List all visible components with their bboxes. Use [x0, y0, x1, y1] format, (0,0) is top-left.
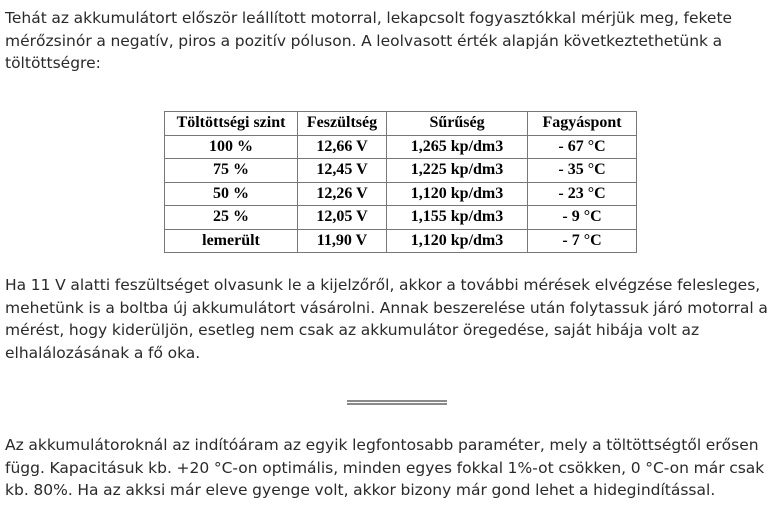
cell-voltage: 12,26 V: [298, 182, 387, 206]
cell-freezing-point: - 23 °C: [528, 182, 637, 206]
section-divider: [347, 400, 447, 405]
table-header-row: [165, 112, 637, 136]
cell-density: 1,225 kp/dm3: [387, 159, 528, 183]
cell-density: 1,120 kp/dm3: [387, 229, 528, 253]
cell-charge-level: 100 %: [165, 135, 298, 159]
cell-voltage: 12,45 V: [298, 159, 387, 183]
cell-freezing-point: - 7 °C: [528, 229, 637, 253]
intro-paragraph: Tehát az akkumulátort először leállított motorral, lekapcsolt fogyasztókkal mérjük meg, fekete mérőzsinór a negatív, piros a pozitív póluson. A leolvasott érték alapján következtethetünk a töltöttségre:: [5, 9, 733, 72]
cell-charge-level: lemerült: [165, 229, 298, 253]
cell-charge-level: 75 %: [165, 159, 298, 183]
below-11v-paragraph: Ha 11 V alatti feszültséget olvasunk le a kijelzőről, akkor a további mérések elvégzése felesleges, mehetünk is a boltba új akkumulátort vásárolni. Annak beszerelése után folytassuk járó motorral a mérést, hogy kiderüljön, esetleg nem csak az akkumulátor öregedése, saját hibája volt az elhalálozásának a fő oka.: [5, 276, 768, 362]
cell-voltage: 12,05 V: [298, 206, 387, 230]
cell-density: 1,265 kp/dm3: [387, 135, 528, 159]
header-density: Sűrűség: [387, 112, 528, 136]
cell-voltage: 11,90 V: [298, 229, 387, 253]
table-row: [165, 229, 637, 253]
cell-charge-level: 25 %: [165, 206, 298, 230]
table-row: [165, 135, 637, 159]
cell-voltage: 12,66 V: [298, 135, 387, 159]
cell-density: 1,155 kp/dm3: [387, 206, 528, 230]
cell-charge-level: 50 %: [165, 182, 298, 206]
cell-freezing-point: - 67 °C: [528, 135, 637, 159]
charge-level-table: [164, 111, 637, 253]
cell-freezing-point: - 9 °C: [528, 206, 637, 230]
header-voltage: Feszültség: [298, 112, 387, 136]
table-row: [165, 182, 637, 206]
table-row: [165, 206, 637, 230]
starting-current-paragraph: Az akkumulátoroknál az indítóáram az egyik legfontosabb paraméter, mely a töltöttségtől erősen függ. Kapacitásuk kb. +20 °C-on optimális, minden egyes fokkal 1%-ot csökken, 0 °C-on már csak kb. 80%. Ha az akksi már eleve gyenge volt, akkor bizony már gond lehet a hidegindítással.: [5, 436, 765, 499]
table-row: [165, 159, 637, 183]
cell-freezing-point: - 35 °C: [528, 159, 637, 183]
header-freezing-point: Fagyáspont: [528, 112, 637, 136]
cell-density: 1,120 kp/dm3: [387, 182, 528, 206]
header-charge-level: Töltöttségi szint: [165, 112, 298, 136]
